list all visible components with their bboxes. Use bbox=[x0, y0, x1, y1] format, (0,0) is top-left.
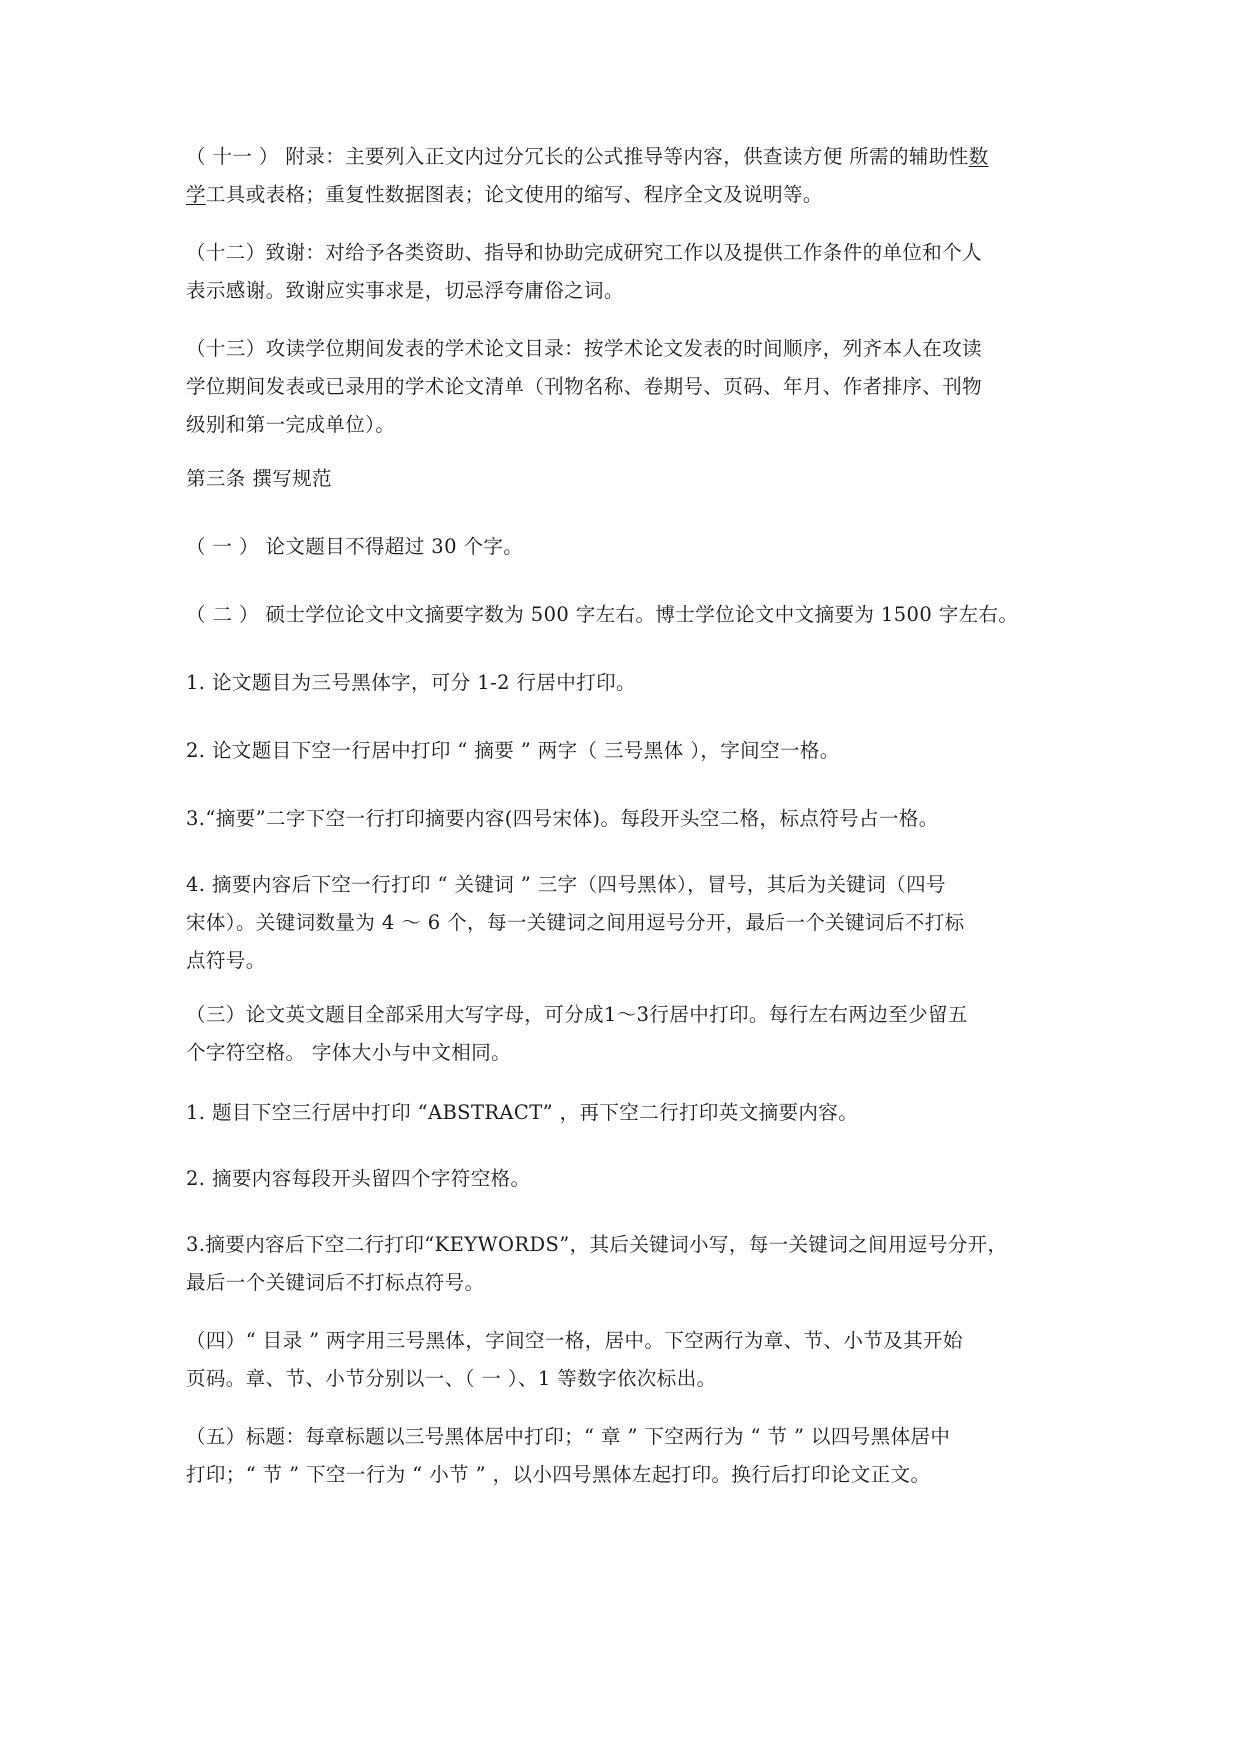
text-line: 页码。章、节、小节分别以一、（ 一 ）、1 等数字依次标出。 bbox=[186, 1367, 717, 1390]
paragraph-rule-2-3 bbox=[186, 800, 1076, 838]
paragraph-rule-3-1 bbox=[186, 1094, 1076, 1132]
text-line: 表示感谢。致谢应实事求是，切忌浮夸庸俗之词。 bbox=[186, 279, 624, 302]
hyperlink-text[interactable]: 学 bbox=[186, 183, 206, 206]
paragraph-rule-1 bbox=[186, 528, 1076, 566]
text-line: 3.“摘要”二字下空一行打印摘要内容(四号宋体)。每段开头空二格，标点符号占一格。 bbox=[186, 807, 939, 830]
paragraph-rule-4 bbox=[186, 1322, 1076, 1398]
text-line: 1. 题目下空三行居中打印 “ABSTRACT” ，再下空二行打印英文摘要内容。 bbox=[186, 1101, 859, 1124]
paragraph-rule-2-1 bbox=[186, 664, 1076, 702]
text-line: 最后一个关键词后不打标点符号。 bbox=[186, 1271, 485, 1294]
text-line: 第三条 撰写规范 bbox=[186, 467, 332, 490]
line-text: （ 十一 ） 附录：主要列入正文内过分冗长的公式推导等内容，供查读方便 所需的辅助性 bbox=[186, 145, 969, 168]
text-line: 学位期间发表或已录用的学术论文清单（刊物名称、卷期号、页码、年月、作者排序、刊物 bbox=[186, 375, 983, 398]
paragraph-appendix bbox=[186, 138, 1076, 214]
text-line: （十二）致谢：对给予各类资助、指导和协助完成研究工作以及提供工作条件的单位和个人 bbox=[186, 241, 983, 264]
section-heading-article-3 bbox=[186, 460, 1076, 498]
text-line: 1. 论文题目为三号黑体字，可分 1-2 行居中打印。 bbox=[186, 671, 636, 694]
text-line bbox=[186, 176, 1076, 214]
text-line: （五）标题：每章标题以三号黑体居中打印；“ 章 ” 下空两行为 “ 节 ” 以四号黑体居中 bbox=[186, 1425, 951, 1448]
text-line: 2. 摘要内容每段开头留四个字符空格。 bbox=[186, 1167, 531, 1190]
paragraph-rule-3-2 bbox=[186, 1160, 1076, 1198]
text-line: 3.摘要内容后下空二行打印“KEYWORDS”，其后关键词小写，每一关键词之间用逗号分开， bbox=[186, 1233, 1008, 1256]
paragraph-rule-5 bbox=[186, 1418, 1076, 1494]
paragraph-rule-3-3 bbox=[186, 1226, 1076, 1302]
hyperlink-text[interactable]: 数 bbox=[968, 145, 989, 168]
text-line: （三）论文英文题目全部采用大写字母，可分成1～3行居中打印。每行左右两边至少留五 bbox=[186, 1003, 968, 1026]
paragraph-rule-3 bbox=[186, 996, 1076, 1072]
text-line: （ 二 ） 硕士学位论文中文摘要字数为 500 字左右。博士学位论文中文摘要为 1500 字左右。 bbox=[186, 603, 1019, 626]
text-line: （ 一 ） 论文题目不得超过 30 个字。 bbox=[186, 535, 524, 558]
text-line: 2. 论文题目下空一行居中打印 “ 摘要 ” 两字（ 三号黑体 ），字间空一格。 bbox=[186, 739, 840, 762]
text-line bbox=[186, 138, 1076, 176]
paragraph-acknowledgement bbox=[186, 234, 1076, 310]
text-line: （十三）攻读学位期间发表的学术论文目录：按学术论文发表的时间顺序，列齐本人在攻读 bbox=[186, 337, 983, 360]
paragraph-rule-2-2 bbox=[186, 732, 1076, 770]
text-line: 点符号。 bbox=[186, 949, 266, 972]
line-text: 工具或表格；重复性数据图表；论文使用的缩写、程序全文及说明等。 bbox=[205, 183, 823, 206]
text-line: （四）“ 目录 ” 两字用三号黑体，字间空一格，居中。下空两行为章、节、小节及其开始 bbox=[186, 1329, 963, 1352]
text-line: 打印；“ 节 ” 下空一行为 “ 小节 ” ，以小四号黑体左起打印。换行后打印论文正文。 bbox=[186, 1463, 931, 1486]
paragraph-rule-2-4 bbox=[186, 866, 1076, 980]
text-line: 个字符空格。 字体大小与中文相同。 bbox=[186, 1041, 511, 1064]
text-line: 宋体）。关键词数量为 4 ～ 6 个，每一关键词之间用逗号分开，最后一个关键词后不打标 bbox=[186, 911, 965, 934]
paragraph-publications bbox=[186, 330, 1076, 444]
text-line: 4. 摘要内容后下空一行打印 “ 关键词 ” 三字（四号黑体），冒号，其后为关键词（四号 bbox=[186, 873, 946, 896]
text-line: 级别和第一完成单位）。 bbox=[186, 413, 396, 436]
paragraph-rule-2 bbox=[186, 596, 1076, 634]
